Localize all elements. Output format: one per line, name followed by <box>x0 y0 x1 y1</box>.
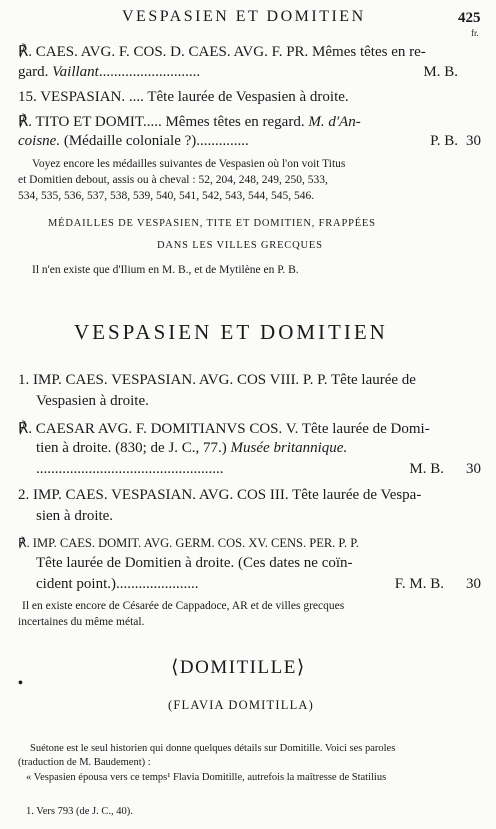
reverse-1-cont <box>36 440 347 457</box>
citation: Musée britannique. <box>230 440 348 456</box>
text: cident point.)...................... <box>36 576 199 592</box>
item-2: 2. IMP. CAES. VESPASIAN. AVG. COS III. Tête laurée de Vespa- <box>18 487 422 503</box>
item-2-cont: sien à droite. <box>36 508 114 524</box>
reverse-line-2 <box>18 64 458 81</box>
module-value: P. B. <box>430 133 458 149</box>
leader-dots: .................................................. <box>36 461 224 477</box>
note-line: Il en existe encore de Césarée de Cappadoce, AR et de villes grecques <box>22 600 345 612</box>
note-line: incertaines du même métal. <box>18 616 145 628</box>
reverse-1: ℟. CAESAR AVG. F. DOMITIANVS COS. V. Tête laurée de Domi- <box>18 421 430 437</box>
paragraph-line: « Vespasien épousa vers ce temps¹ Flavia Domitille, autrefois la maîtresse de Statilius <box>26 772 387 783</box>
reverse-2-cont: Tête laurée de Domitien à droite. (Ces dates ne coïn- <box>36 555 353 571</box>
subsection-title-2: DANS LES VILLES GRECQUES <box>157 240 323 251</box>
section-title: VESPASIEN ET DOMITIEN <box>74 320 388 344</box>
subsection-title: MÉDAILLES DE VESPASIEN, TITE ET DOMITIEN, FRAPPÉES <box>48 218 376 229</box>
reverse-line <box>18 42 458 61</box>
note-line: et Domitien debout, assis ou à cheval : 52, 204, 248, 249, 250, 533, <box>18 174 328 186</box>
price: 30 <box>466 461 481 477</box>
footnote: 1. Vers 793 (de J. C., 40). <box>26 806 133 817</box>
bullet-mark: • <box>18 676 23 691</box>
citation: M. d'An- <box>308 114 361 130</box>
item-1: 1. IMP. CAES. VESPASIAN. AVG. COS VIII. P. P. Tête laurée de <box>18 372 416 388</box>
module-value: M. B. <box>405 461 444 478</box>
module-value: F. M. B. <box>394 576 444 592</box>
text-prefix: gard. <box>18 64 49 80</box>
chapter-subtitle: (FLAVIA DOMITILLA) <box>168 698 315 712</box>
reverse-line-4 <box>18 133 458 150</box>
reverse-line-3 <box>18 112 458 131</box>
chapter-title: ⟨DOMITILLE⟩ <box>171 657 306 678</box>
leader-dots: ........................... <box>98 64 201 80</box>
greek-note: Il n'en existe que d'Ilium en M. B., et de Mytilène en P. B. <box>32 264 299 276</box>
text-rest: (Médaille coloniale ?).............. <box>63 133 249 149</box>
paragraph-line: Suétone est le seul historien qui donne quelques détails sur Domitille. Voici ses paroles <box>30 743 396 754</box>
price: 30 <box>466 576 481 592</box>
running-header-title: VESPASIEN ET DOMITIEN <box>122 8 366 25</box>
price: 30 <box>466 133 481 149</box>
reverse-2-leader <box>36 576 444 593</box>
reverse-text: ℟. CAES. AVG. F. COS. D. CAES. AVG. F. PR. Mêmes têtes en re- <box>18 44 426 60</box>
item-15: 15. VESPASIAN. .... Tête laurée de Vespasien à droite. <box>18 89 349 105</box>
reverse-text: ℟. TITO ET DOMIT..... Mêmes têtes en regard. <box>18 114 305 130</box>
paragraph-line: (traduction de M. Baudement) : <box>18 757 151 768</box>
note-line: 534, 535, 536, 537, 538, 539, 540, 541, 542, 543, 544, 545, 546. <box>18 190 315 202</box>
text-prefix: tien à droite. (830; de J. C., 77.) <box>36 440 227 456</box>
page-number: 425 <box>458 10 481 26</box>
item-1-cont: Vespasien à droite. <box>36 393 149 409</box>
unit-label: fr. <box>471 28 479 38</box>
reverse-2: ℟. IMP. CAES. DOMIT. AVG. GERM. COS. XV. CENS. PER. P. P. <box>18 536 359 550</box>
citation: coisne. <box>18 133 61 149</box>
citation: Vaillant <box>52 64 99 80</box>
reverse-1-leader <box>36 461 444 478</box>
note-line: Voyez encore les médailles suivantes de Vespasien où l'on voit Titus <box>32 158 346 170</box>
module-value: M. B. <box>423 64 458 80</box>
